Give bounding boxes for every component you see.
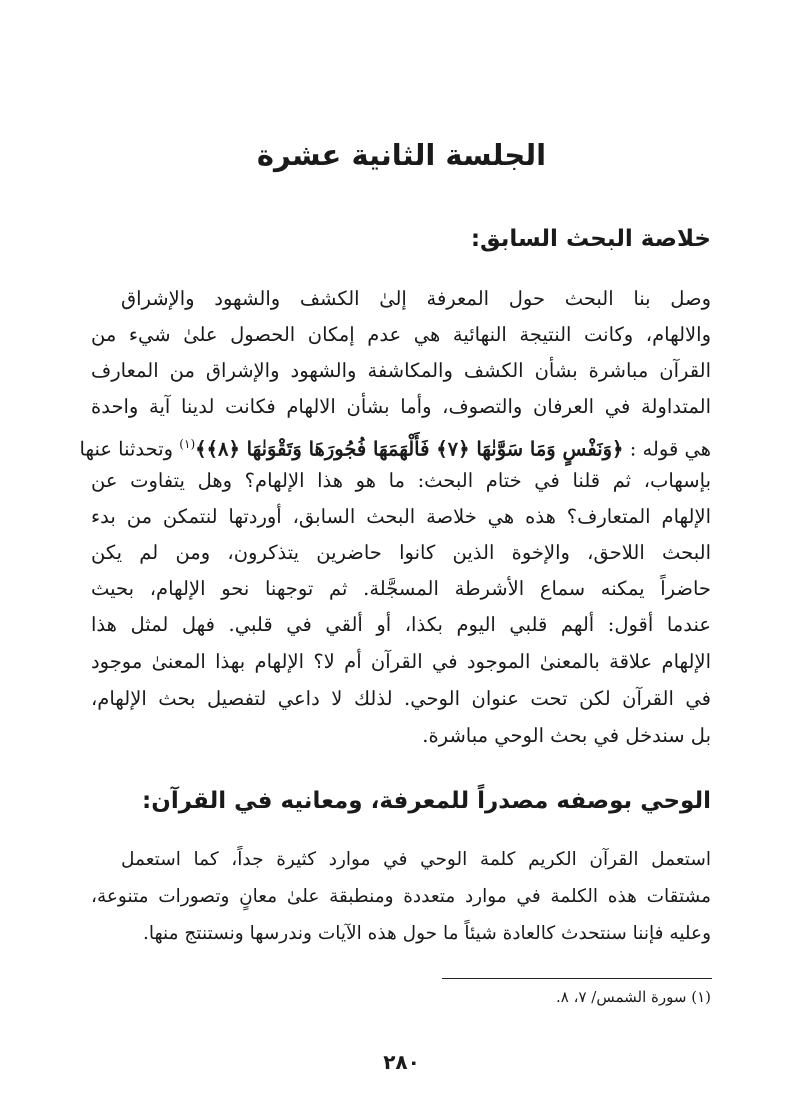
- footnote-ref: (١): [179, 437, 196, 451]
- paragraph-line: الإلهام المتعارف؟ هذه هي خلاصة البحث السابق، أوردتها لنتمكن من بدء: [91, 505, 711, 528]
- paragraph-line: في القرآن لكن تحت عنوان الوحي. لذلك لا داعي لتفصيل بحث الإلهام،: [91, 687, 711, 710]
- verse-suffix: وتحدثنا عنها: [79, 437, 174, 461]
- section-heading-summary: خلاصة البحث السابق:: [470, 226, 711, 252]
- paragraph-line: القرآن مباشرة بشأن الكشف والمكاشفة والشهود والإشراق من المعارف: [91, 359, 711, 382]
- paragraph-line: الإلهام علاقة بالمعنىٰ الموجود في القرآن أم لا؟ الإلهام بهذا المعنىٰ موجود: [91, 650, 711, 673]
- verse-prefix: هي قوله :: [629, 437, 711, 461]
- section-heading-revelation: الوحي بوصفه مصدراً للمعرفة، ومعانيه في القرآن:: [142, 788, 711, 814]
- paragraph-line: وعليه فإننا سنتحدث كالعادة شيئاً ما حول هذه الآيات وندرسها ونستنتج منها.: [143, 923, 711, 944]
- paragraph-line: حاضراً يمكنه سماع الأشرطة المسجَّلة. ثم توجهنا نحو الإلهام، بحيث: [91, 577, 711, 600]
- footnote-divider: [442, 978, 712, 979]
- paragraph-line: عندما أقول: ألهم قلبي اليوم بكذا، أو ألقي في قلبي. فهل لمثل هذا: [91, 613, 711, 636]
- paragraph-line: المتداولة في العرفان والتصوف، وأما بشأن الالهام فكانت لدينا آية واحدة: [91, 395, 711, 418]
- paragraph-line: مشتقات هذه الكلمة في موارد متعددة ومنطبقة علىٰ معانٍ وتصورات متنوعة،: [91, 886, 711, 907]
- paragraph-line: بإسهاب، ثم قلنا في ختام البحث: ما هو هذا الإلهام؟ وهل يتفاوت عن: [91, 469, 711, 492]
- paragraph-line: البحث اللاحق، والإخوة الذين كانوا حاضرين يتذكرون، ومن لم يكن: [91, 541, 711, 564]
- paragraph-line: والالهام، وكانت النتيجة النهائية هي عدم إمكان الحصول علىٰ شيء من: [91, 323, 711, 346]
- paragraph-line: بل سندخل في بحث الوحي مباشرة.: [422, 724, 711, 747]
- page-number: ٢٨٠: [383, 1050, 420, 1074]
- verse-line: [79, 427, 711, 461]
- chapter-title: الجلسة الثانية عشرة: [256, 138, 547, 172]
- paragraph-line: وصل بنا البحث حول المعرفة إلىٰ الكشف والشهود والإشراق: [121, 287, 711, 310]
- quran-verse: ﴿وَنَفْسٍ وَمَا سَوَّنٰهَا ﴿٧﴾ فَأَلْهَمَهَا فُجُورَهَا وَتَقْوَنٰهَا ﴿٨﴾﴾: [195, 437, 624, 461]
- footnote: (١) سورة الشمس/ ٧، ٨.: [556, 988, 711, 1006]
- paragraph-line: استعمل القرآن الكريم كلمة الوحي في موارد كثيرة جداً، كما استعمل: [121, 849, 711, 870]
